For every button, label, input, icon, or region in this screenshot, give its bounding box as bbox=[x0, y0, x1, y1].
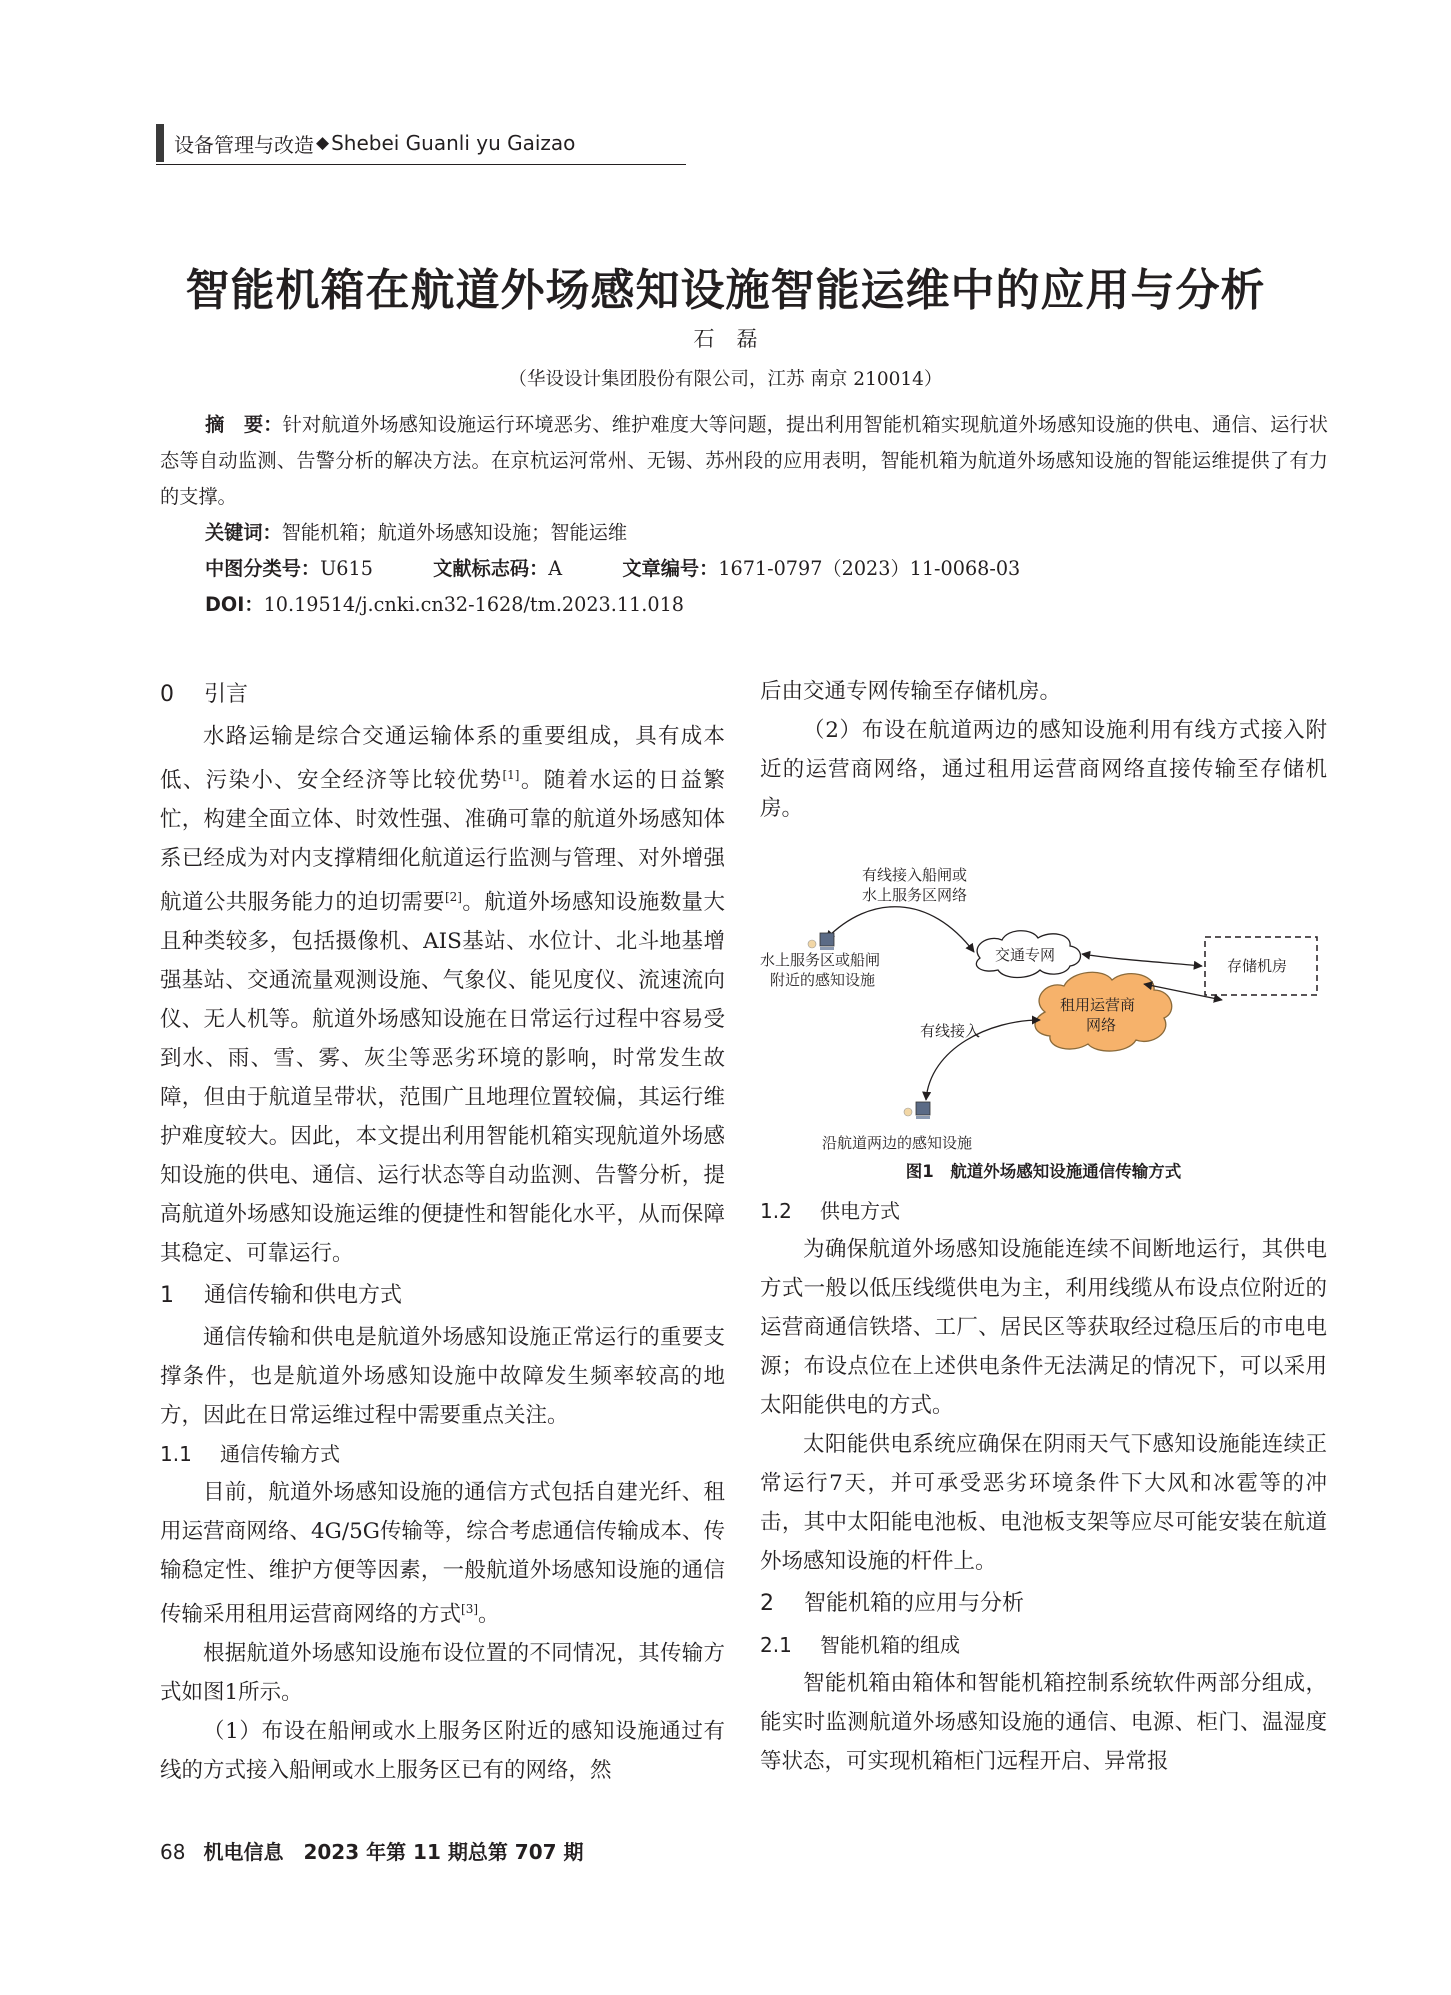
arrow-site-a-to-traffic bbox=[826, 907, 974, 952]
section-title: 引言 bbox=[204, 682, 249, 707]
paragraph: 为确保航道外场感知设施能连续不间断地运行，其供电方式一般以低压线缆供电为主，利用线缆从布设点位附近的运营商通信铁塔、工厂、居民区等获取经过稳压后的市电电源；布设点位在上述供电条件无法满足的情况下，可以采用太阳能供电的方式。 bbox=[760, 1237, 1327, 1418]
section-title: 通信传输方式 bbox=[220, 1442, 340, 1467]
arrow-traffic-to-storage bbox=[1082, 954, 1202, 966]
running-head bbox=[156, 122, 575, 164]
running-head-cn: 设备管理与改造 bbox=[174, 132, 314, 157]
text-run: 。航道外场感知设施数量大且种类较多，包括摄像机、AIS基站、水位计、北斗地基增强基站、交通流量观测设施、气象仪、能见度仪、流速流向仪、无人机等。航道外场感知设施在日常运行过程中容易受到水、雨、雪、雾、灰尘等恶劣环境的影响，时常发生故障，但由于航道呈带状，范围广且地理位置较偏，其运行维护难度较大。因此，本文提出利用智能机箱实现航道外场感知设施的供电、通信、运行状态等自动监测、告警分析，提高航道外场感知设施运维的便捷性和智能化水平，从而保障其稳定、可靠运行。 bbox=[160, 890, 725, 1267]
paragraph: 通信传输和供电是航道外场感知设施正常运行的重要支撑条件，也是航道外场感知设施中故障发生频率较高的地方，因此在日常运维过程中需要重点关注。 bbox=[160, 1325, 725, 1429]
label-wired-top-1: 有线接入船闸或 bbox=[862, 866, 968, 884]
keywords bbox=[205, 515, 627, 551]
abstract-text: 针对航道外场感知设施运行环境恶劣、维护难度大等问题，提出利用智能机箱实现航道外场感知设施的供电、通信、运行状态等自动监测、告警分析的解决方法。在京杭运河常州、无锡、苏州段的应用表明，智能机箱为航道外场感知设施的智能运维提供了有力的支撑。 bbox=[160, 413, 1328, 508]
left-column bbox=[160, 672, 725, 1790]
label-site-a-2: 附近的感知设施 bbox=[770, 971, 876, 989]
abstract-label: 摘 要： bbox=[205, 413, 283, 436]
section-title: 智能机箱的应用与分析 bbox=[804, 1591, 1025, 1616]
keywords-text: 智能机箱；航道外场感知设施；智能运维 bbox=[281, 521, 628, 544]
paragraph: 智能机箱由箱体和智能机箱控制系统软件两部分组成，能实时监测航道外场感知设施的通信、电源、柜门、温湿度等状态，可实现机箱柜门远程开启、异常报 bbox=[760, 1671, 1327, 1774]
paragraph bbox=[160, 1473, 725, 1634]
figure-1 bbox=[760, 834, 1327, 1154]
citation: [3] bbox=[461, 1602, 479, 1617]
doi-value: 10.19514/j.cnki.cn32-1628/tm.2023.11.018 bbox=[263, 593, 684, 616]
journal-issue: 机电信息 2023 年第 11 期总第 707 期 bbox=[203, 1840, 584, 1864]
section-number: 1 bbox=[160, 1283, 174, 1309]
keywords-label: 关键词： bbox=[205, 521, 282, 544]
section-number: 1.1 bbox=[160, 1442, 192, 1467]
abstract bbox=[160, 407, 1328, 515]
text-run: 水路运输是综合交通运输体系的重要组成，具有成本低、污染小、安全经济等比较优势 bbox=[160, 724, 725, 794]
network-diagram bbox=[760, 834, 1327, 1154]
paragraph: （2）布设在航道两边的感知设施利用有线方式接入附近的运营商网络，通过租用运营商网络直接传输至存储机房。 bbox=[760, 718, 1327, 821]
paper-title: 智能机箱在航道外场感知设施智能运维中的应用与分析 bbox=[185, 265, 1266, 316]
right-column bbox=[760, 672, 1327, 1781]
subsection-heading-2-1 bbox=[760, 1626, 1327, 1664]
section-number: 2 bbox=[760, 1591, 774, 1616]
label-traffic-network: 交通专网 bbox=[995, 946, 1056, 964]
page-footer bbox=[160, 1836, 584, 1865]
section-heading-1 bbox=[160, 1275, 725, 1317]
paragraph-intro bbox=[160, 717, 725, 1273]
running-head-en: Shebei Guanli yu Gaizao bbox=[331, 131, 576, 155]
subsection-heading-1-2 bbox=[760, 1192, 1327, 1230]
paragraph: 后由交通专网传输至存储机房。 bbox=[760, 679, 1062, 704]
section-title: 通信传输和供电方式 bbox=[204, 1283, 403, 1309]
clc-label: 中图分类号： bbox=[205, 557, 321, 580]
label-carrier-2: 网络 bbox=[1086, 1016, 1117, 1034]
citation: [2] bbox=[444, 890, 462, 905]
doc-code-value: A bbox=[548, 557, 563, 580]
clc-value: U615 bbox=[320, 557, 373, 580]
subsection-heading-1-1 bbox=[160, 1435, 725, 1473]
section-number: 1.2 bbox=[760, 1199, 792, 1223]
citation: [1] bbox=[502, 768, 520, 782]
affiliation: （华设设计集团股份有限公司，江苏 南京 210014） bbox=[508, 369, 943, 390]
label-site-b: 沿航道两边的感知设施 bbox=[822, 1134, 973, 1152]
section-title: 供电方式 bbox=[820, 1199, 900, 1223]
device-icon bbox=[904, 1102, 930, 1119]
page-number: 68 bbox=[160, 1840, 186, 1864]
label-carrier-1: 租用运营商 bbox=[1060, 996, 1136, 1014]
diamond-icon: ◆ bbox=[316, 133, 330, 153]
figure-caption: 图1 航道外场感知设施通信传输方式 bbox=[905, 1162, 1182, 1181]
label-wired: 有线接入 bbox=[920, 1022, 981, 1040]
section-title: 智能机箱的组成 bbox=[820, 1633, 960, 1657]
paragraph: （1）布设在船闸或水上服务区附近的感知设施通过有线的方式接入船闸或水上服务区已有的网络，然 bbox=[160, 1719, 725, 1784]
paragraph: 根据航道外场感知设施布设位置的不同情况，其传输方式如图1所示。 bbox=[160, 1641, 725, 1706]
device-icon bbox=[808, 933, 834, 950]
running-head-bar bbox=[156, 124, 164, 162]
section-number: 0 bbox=[160, 682, 174, 707]
paragraph: 太阳能供电系统应确保在阴雨天气下感知设施能连续正常运行7天，并可承受恶劣环境条件下大风和冰雹等的冲击，其中太阳能电池板、电池板支架等应尽可能安装在航道外场感知设施的杆件上。 bbox=[760, 1432, 1327, 1574]
text-run: 。随着水运的日益繁忙，构建全面立体、时效性强、准确可靠的航道外场感知体系已经成为对内支撑精细化航道运行监测与管理、对外增强航道公共服务能力的迫切需要 bbox=[160, 768, 725, 916]
section-heading-0 bbox=[160, 674, 725, 716]
section-heading-2 bbox=[760, 1583, 1327, 1625]
label-storage-room: 存储机房 bbox=[1227, 957, 1288, 975]
text-run: 目前，航道外场感知设施的通信方式包括自建光纤、租用运营商网络、4G/5G传输等，综合考虑通信传输成本、传输稳定性、维护方便等因素，一般航道外场感知设施的通信传输采用租用运营商网络的方式 bbox=[160, 1480, 725, 1628]
doi-label: DOI： bbox=[205, 593, 264, 616]
author: 石磊 bbox=[693, 327, 780, 351]
doc-code-label: 文献标志码： bbox=[433, 557, 549, 580]
article-number-label: 文章编号： bbox=[622, 557, 719, 580]
classification-line bbox=[205, 551, 1020, 587]
running-head-rule bbox=[156, 164, 686, 165]
doi-line bbox=[205, 587, 684, 623]
section-number: 2.1 bbox=[760, 1633, 792, 1657]
article-number-value: 1671-0797（2023）11-0068-03 bbox=[718, 557, 1021, 580]
label-wired-top-2: 水上服务区网络 bbox=[862, 886, 968, 904]
label-site-a-1: 水上服务区或船闸 bbox=[760, 951, 881, 969]
text-run: 。 bbox=[478, 1602, 500, 1628]
